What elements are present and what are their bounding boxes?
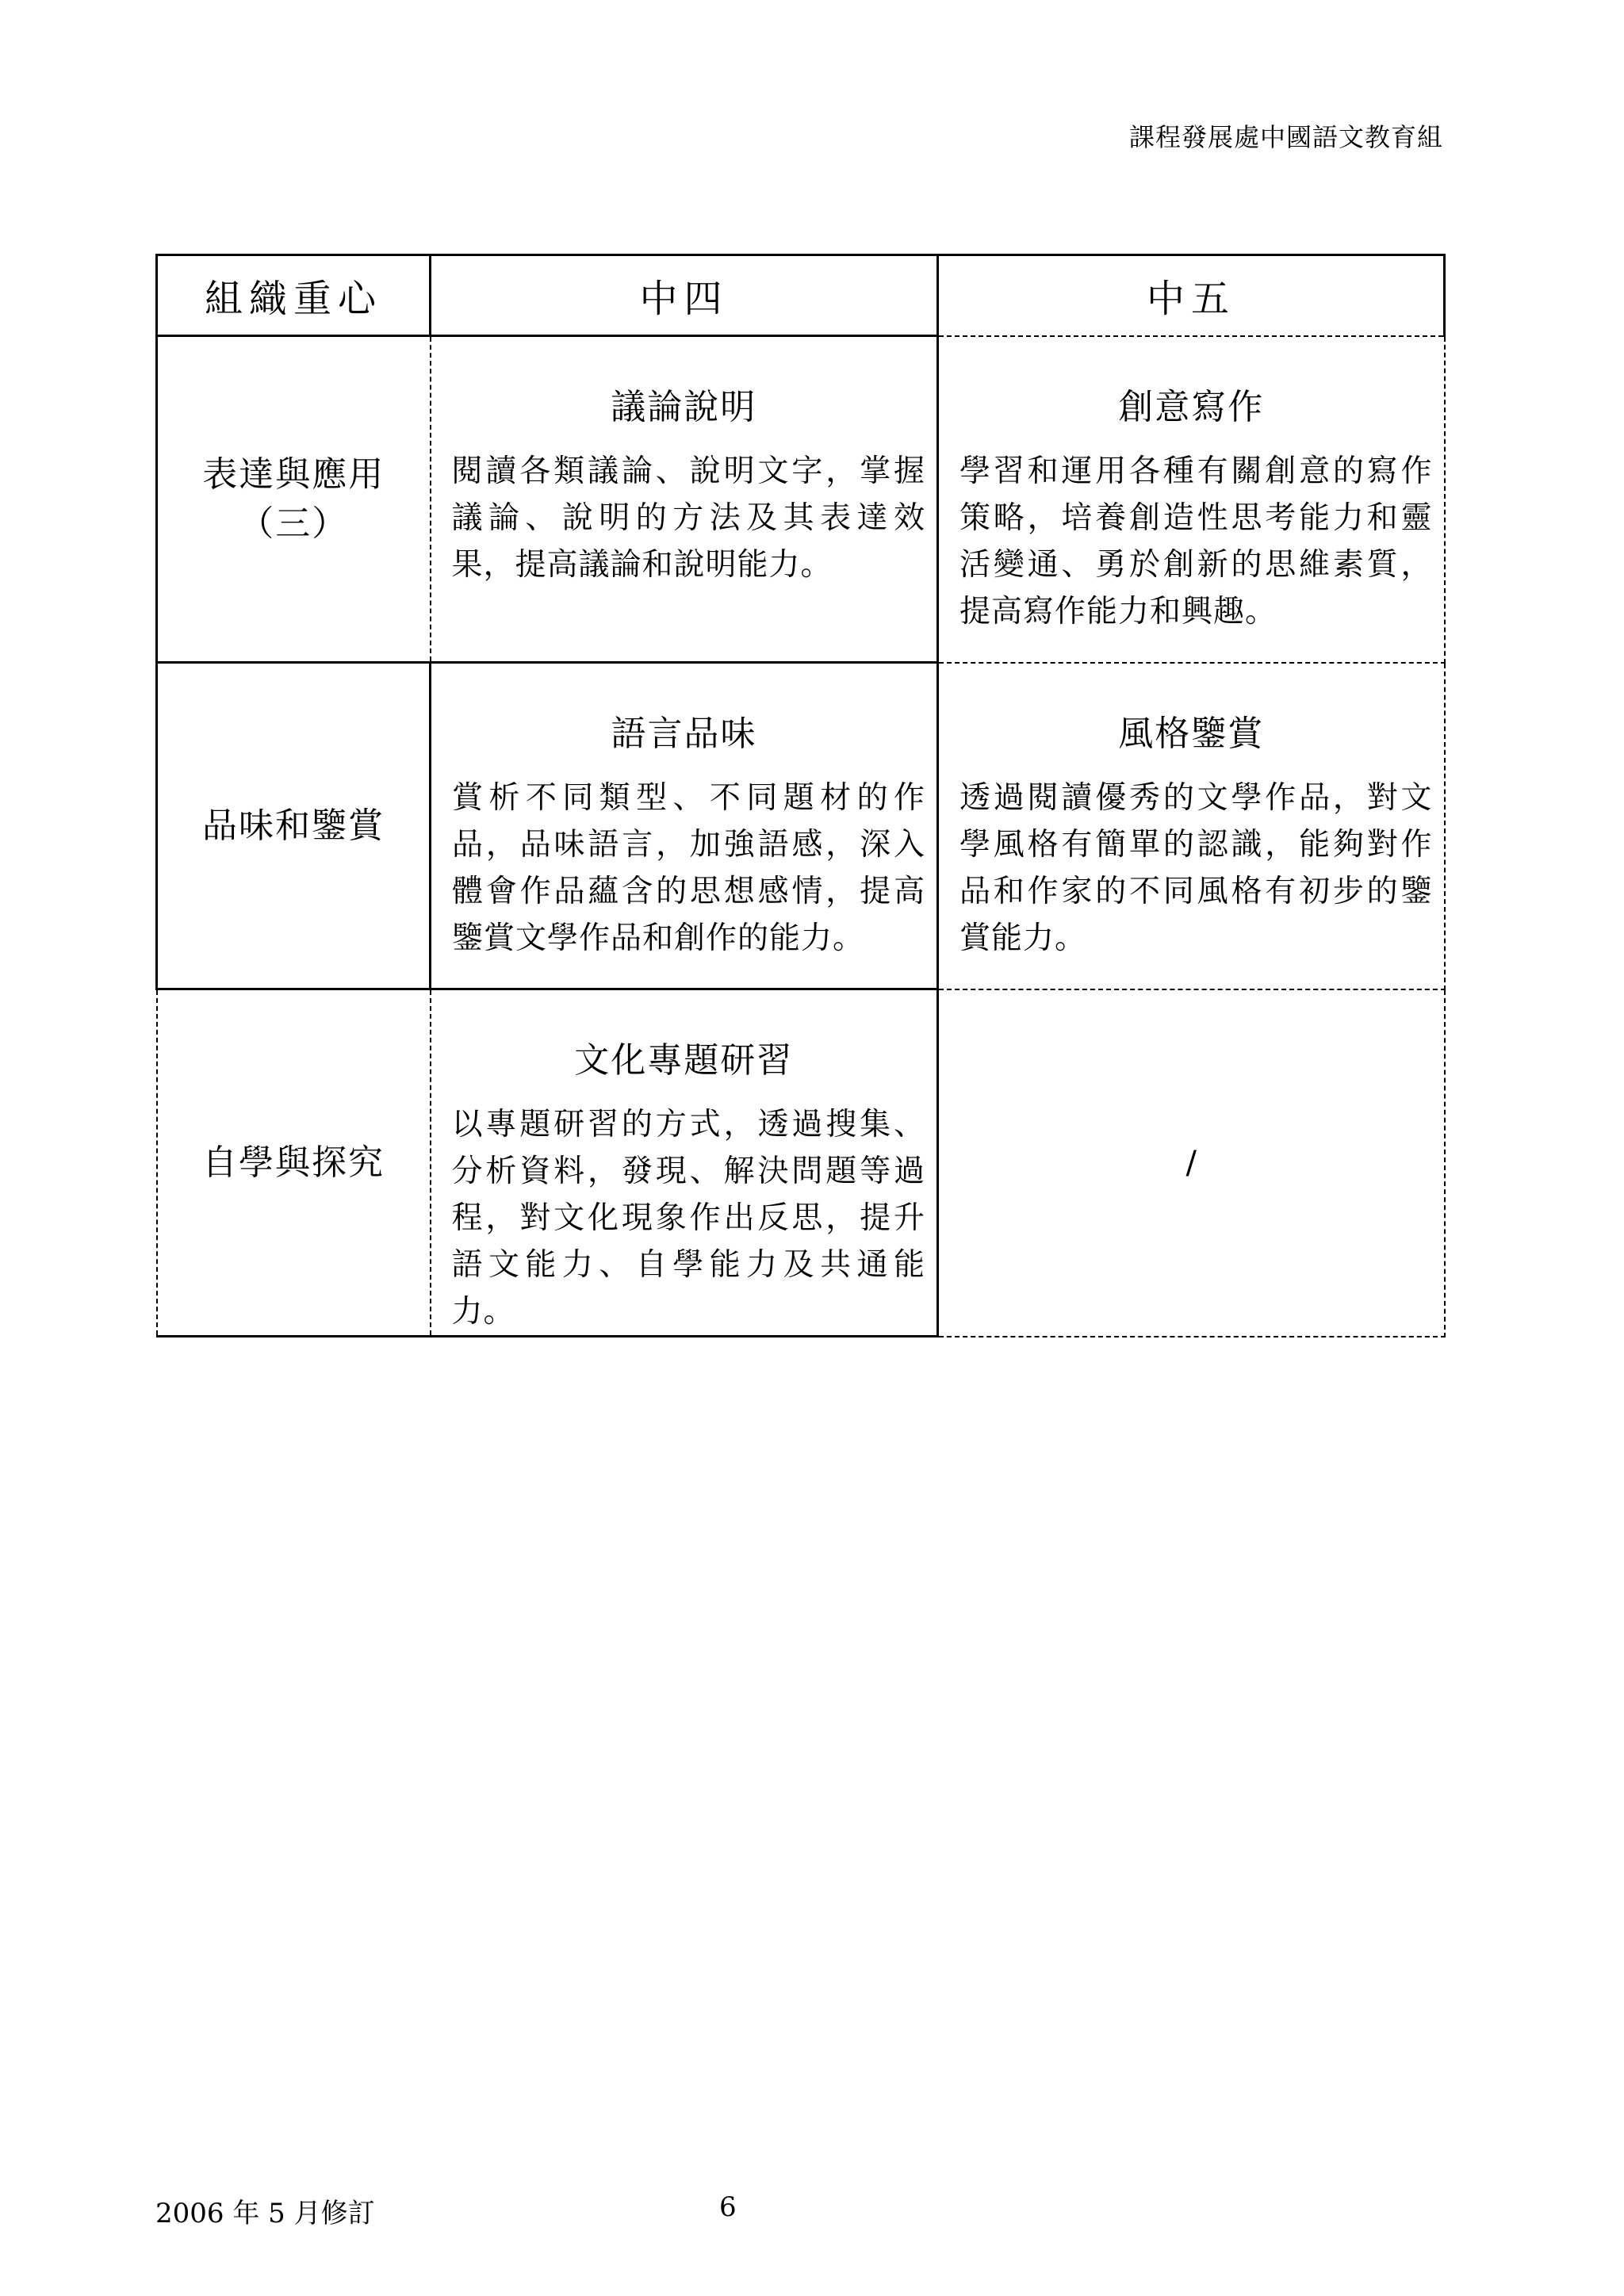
- module-title: 風格鑒賞: [1118, 713, 1265, 754]
- table-row: [157, 989, 1445, 1337]
- header-focus: 組織重心: [157, 255, 431, 336]
- s5-cell: [938, 663, 1445, 989]
- s4-cell: [431, 663, 938, 989]
- s4-cell: [431, 989, 938, 1337]
- focus-cell: [157, 989, 431, 1337]
- focus-sublabel: （三）: [239, 503, 349, 544]
- module-title: 語言品味: [611, 714, 757, 754]
- table-header-row: [157, 255, 1445, 336]
- module-title: 文化專題研習: [574, 1040, 794, 1081]
- s5-cell: [938, 336, 1445, 663]
- module-description: 學習和運用各種有關創意的寫作策略，培養創造性思考能力和靈活變通、勇於創新的思維素質，提高寫作能力和興趣。: [959, 453, 1433, 629]
- focus-cell: [157, 336, 431, 663]
- table-row: [157, 336, 1445, 663]
- s4-cell: [431, 336, 938, 663]
- focus-cell: [157, 663, 431, 989]
- module-description: 以專題研習的方式，透過搜集、分析資料，發現、解決問題等過程，對文化現象作出反思，提升語文能力、自學能力及共通能力。: [451, 1107, 925, 1330]
- footer-revision-date: 2006 年 5 月修訂: [155, 2198, 375, 2229]
- header-organization: 課程發展處中國語文教育組: [1128, 122, 1443, 152]
- focus-label: 自學與探究: [202, 1142, 385, 1183]
- focus-label: 品味和鑒賞: [202, 805, 385, 846]
- module-title: 議論說明: [611, 387, 757, 427]
- module-description: 賞析不同類型、不同題材的作品，品味語言，加強語感，深入體會作品蘊含的思想感情，提高鑒賞文學作品和創作的能力。: [452, 780, 925, 956]
- curriculum-table: [155, 254, 1446, 1337]
- module-title: 創意寫作: [1118, 386, 1265, 427]
- header-s4: 中四: [431, 255, 938, 336]
- module-description: 透過閱讀優秀的文學作品，對文學風格有簡單的認識，能夠對作品和作家的不同風格有初步的鑒賞能力。: [959, 779, 1433, 956]
- module-description: 閱讀各類議論、說明文字，掌握議論、說明的方法及其表達效果，提高議論和說明能力。: [451, 453, 925, 583]
- s5-empty-cell: /: [938, 989, 1445, 1337]
- header-s5: 中五: [938, 255, 1445, 336]
- focus-label: 表達與應用: [202, 453, 385, 495]
- page-number: 6: [719, 2191, 737, 2223]
- table-row: [157, 663, 1445, 989]
